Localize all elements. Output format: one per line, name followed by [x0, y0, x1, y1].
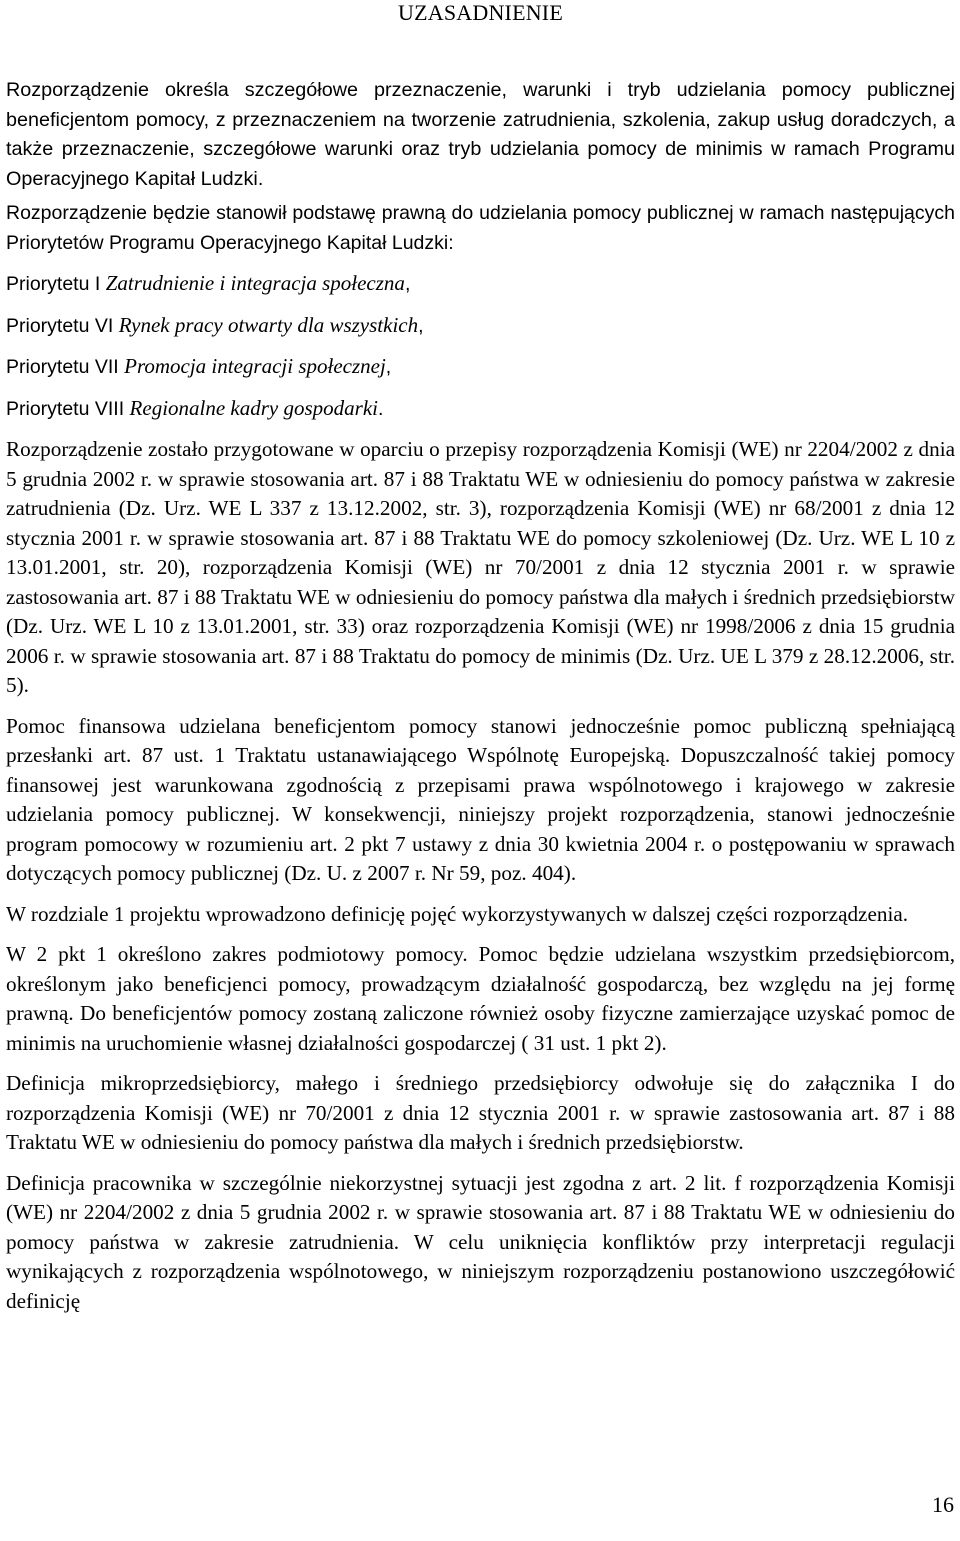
priority-prefix: Priorytetu VIII — [6, 397, 130, 420]
document-page — [6, 0, 955, 1316]
priority-item — [6, 311, 955, 342]
priority-suffix: , — [385, 356, 392, 378]
subject-scope-paragraph: W 2 pkt 1 określono zakres podmiotowy pomocy. Pomoc będzie udzielana wszystkim przedsiębiorcom, określonym jako beneficjenci pomocy, prowadzącym działalność gospodarczą, bez względu na jej formę prawną. Do beneficjentów pomocy zostaną zaliczone również osoby fizyczne zamierzające uzyskać pomoc de minimis na uruchomienie własnej działalności gospodarczej ( 31 ust. 1 pkt 2). — [6, 942, 955, 1055]
intro-paragraph-2: Rozporządzenie będzie stanowił podstawę prawną do udzielania pomocy publicznej w ramach następujących Priorytetów Programu Operacyjnego Kapitał Ludzki: — [6, 202, 955, 254]
state-aid-paragraph: Pomoc finansowa udzielana beneficjentom pomocy stanowi jednocześnie pomoc publiczną spełniającą przesłanki art. 87 ust. 1 Traktatu ustanawiającego Wspólnotę Europejską. Dopuszczalność takiej pomocy finansowej jest warunkowana zgodnością z przepisami prawa wspólnotowego i krajowego w zakresie udzielania pomocy publicznej. W konsekwencji, niniejszy projekt rozporządzenia, stanowi jednocześnie program pomocowy w rozumieniu art. 2 pkt 7 ustawy z dnia 30 kwietnia 2004 r. o postępowaniu w sprawach dotyczących pomocy publicznej (Dz. U. z 2007 r. Nr 59, poz. 404). — [6, 713, 955, 885]
priority-suffix: , — [404, 273, 411, 295]
priority-prefix: Priorytetu VI — [6, 314, 119, 337]
priority-suffix: , — [418, 314, 424, 337]
priority-item — [6, 269, 955, 300]
page-number: 16 — [932, 1492, 954, 1517]
priority-prefix: Priorytetu I — [6, 273, 106, 295]
priority-name: Zatrudnienie i integracja społeczna — [105, 271, 405, 295]
priority-name: Regionalne kadry gospodarki — [129, 395, 378, 420]
priority-item — [6, 352, 955, 383]
priority-suffix: . — [378, 397, 384, 420]
chapter-1-paragraph: W rozdziale 1 projektu wprowadzono definicję pojęć wykorzystywanych w dalszej części rozporządzenia. — [6, 901, 909, 926]
priority-name: Rynek pracy otwarty dla wszystkich — [118, 312, 419, 337]
intro-paragraph-1: Rozporządzenie określa szczegółowe przeznaczenie, warunki i tryb udzielania pomocy publicznej beneficjentom pomocy, z przeznaczeniem na tworzenie zatrudnienia, szkolenia, zakup usług doradczych, a także przeznaczenie, szczegółowe warunki oraz tryb udzielania pomocy de minimis w ramach Programu Operacyjnego Kapitał Ludzki. — [6, 79, 955, 190]
priority-item — [6, 394, 955, 425]
sme-definition-paragraph: Definicja mikroprzedsiębiorcy, małego i średniego przedsiębiorcy odwołuje się do załącznika I do rozporządzenia Komisji (WE) nr 70/2001 z dnia 12 stycznia 2001 r. w sprawie zastosowania art. 87 i 88 Traktatu WE w odniesieniu do pomocy państwa dla małych i średnich przedsiębiorstw. — [6, 1071, 955, 1154]
priority-name: Promocja integracji społecznej — [124, 354, 386, 378]
document-title: UZASADNIENIE — [398, 0, 563, 25]
worker-definition-paragraph: Definicja pracownika w szczególnie niekorzystnej sytuacji jest zgodna z art. 2 lit. f rozporządzenia Komisji (WE) nr 2204/2002 z dnia 5 grudnia 2002 r. w sprawie stosowania art. 87 i 88 Traktatu WE w odniesieniu do pomocy państwa w zakresie zatrudnienia. W celu uniknięcia konfliktów przy interpretacji regulacji wynikających z rozporządzenia wspólnotowego, w niniejszym rozporządzeniu postanowiono uszczegółowić definicję — [6, 1170, 955, 1313]
priority-prefix: Priorytetu VII — [6, 356, 125, 378]
legal-basis-paragraph: Rozporządzenie zostało przygotowane w oparciu o przepisy rozporządzenia Komisji (WE) nr 2204/2002 z dnia 5 grudnia 2002 r. w sprawie stosowania art. 87 i 88 Traktatu WE w odniesieniu do pomocy państwa w zakresie zatrudnienia (Dz. Urz. WE L 337 z 13.12.2002, str. 3), rozporządzenia Komisji (WE) nr 68/2001 z dnia 12 stycznia 2001 r. w sprawie stosowania art. 87 i 88 Traktatu WE do pomocy szkoleniowej (Dz. Urz. WE L 10 z 13.01.2001, str. 20), rozporządzenia Komisji (WE) nr 70/2001 z dnia 12 stycznia 2001 r. w sprawie zastosowania art. 87 i 88 Traktatu WE w odniesieniu do pomocy państwa dla małych i średnich przedsiębiorstw (Dz. Urz. WE L 10 z 13.01.2001, str. 33) oraz rozporządzenia Komisji (WE) nr 1998/2006 z dnia 15 grudnia 2006 r. w sprawie stosowania art. 87 i 88 Traktatu do pomocy de minimis (Dz. Urz. UE L 379 z 28.12.2006, str. 5). — [6, 437, 955, 697]
